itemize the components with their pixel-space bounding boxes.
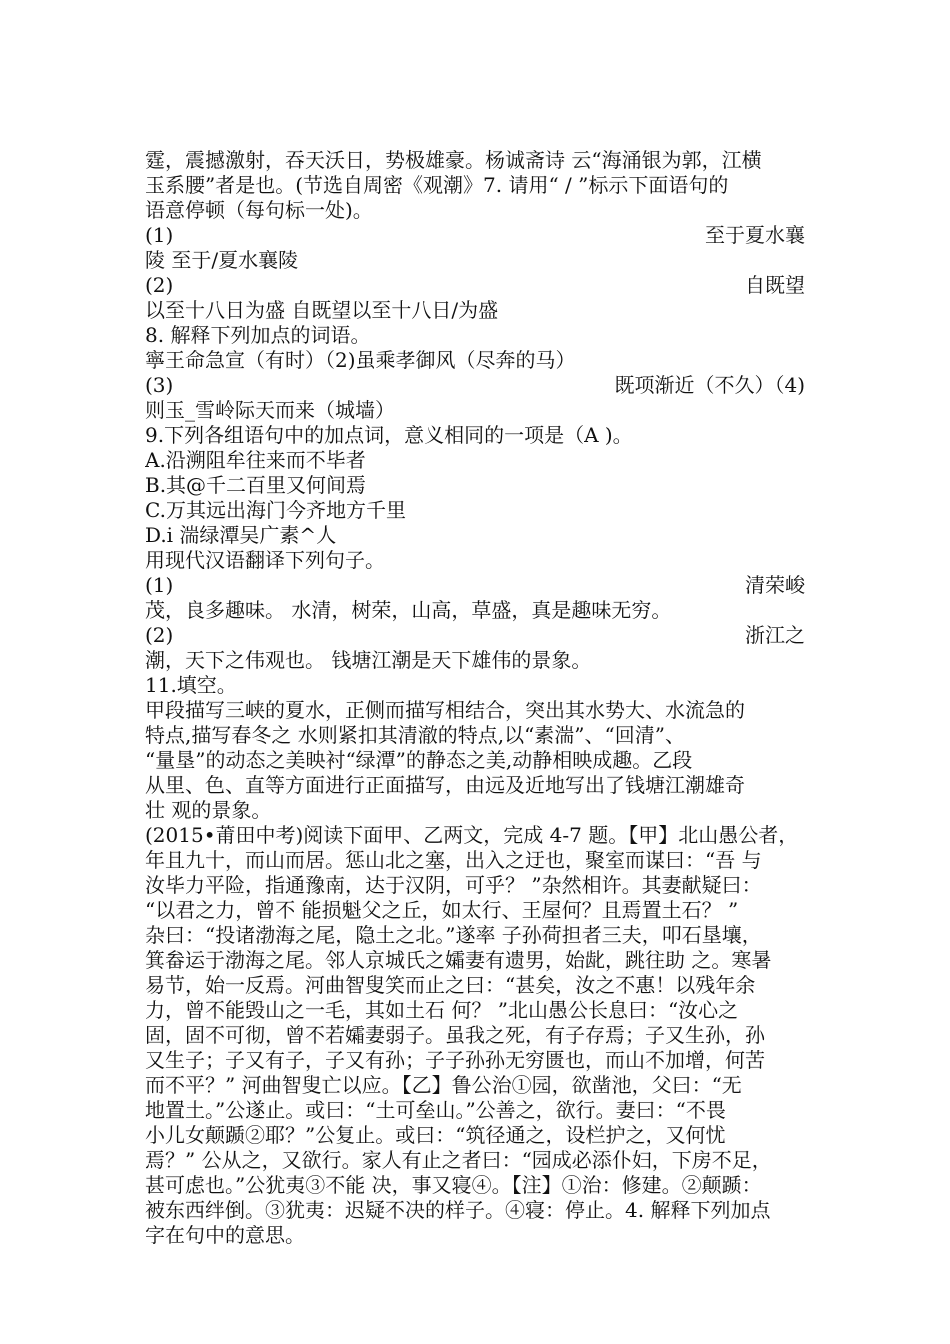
line-text: 既项渐近（不久）（4) — [614, 373, 805, 397]
text-line: 字在句中的意思。 — [145, 1223, 305, 1247]
text-line: 玉系腰”者是也。(节选自周密《观潮》7. 请用“ / ”标示下面语句的 — [145, 173, 729, 197]
text-line — [145, 223, 805, 248]
text-line — [145, 573, 805, 598]
question-number: (2) — [145, 623, 174, 647]
text-line: 以至十八日为盛 自既望以至十八日/为盛 — [145, 298, 499, 322]
text-line: 箕畚运于渤海之尾。邻人京城氏之孀妻有遗男，始龀，跳往助 之。寒暑 — [145, 948, 772, 972]
line-text: 自既望 — [745, 273, 805, 297]
text-line: 汝毕力平险，指通豫南，达于汉阴，可乎？ ”杂然相许。其妻献疑曰： — [145, 873, 762, 897]
text-line: A.沿溯阻牟往来而不毕者 — [145, 448, 366, 472]
document-body — [145, 148, 805, 1248]
text-line — [145, 273, 805, 298]
text-line: 又生子；子又有子，子又有孙；子子孙孙无穷匮也，而山不加增，何苦 — [145, 1048, 765, 1072]
text-line: 力，曾不能毁山之一毛，其如土石 何？ ”北山愚公长息曰：“汝心之 — [145, 998, 739, 1022]
text-line: 陵 至于/夏水襄陵 — [145, 248, 299, 272]
text-line: 霆，震撼激射，吞天沃日，势极雄豪。杨诚斋诗 云“海涌银为郭，江横 — [145, 148, 762, 172]
text-line — [145, 623, 805, 648]
text-line: C.万其远出海门今齐地方千里 — [145, 498, 406, 522]
text-line: 而不平？” 河曲智叟亡以应。【乙】鲁公治①园，欲凿池，父曰：“无 — [145, 1073, 742, 1097]
question-number: (3) — [145, 373, 174, 397]
text-line: 年且九十，而山而居。惩山北之塞，出入之迂也，聚室而谋曰：“吾 与 — [145, 848, 762, 872]
text-line: 易节，始一反焉。河曲智叟笑而止之曰：“甚矣，汝之不惠！以残年余 — [145, 973, 756, 997]
line-text: 至于夏水襄 — [705, 223, 805, 247]
text-line — [145, 373, 805, 398]
text-line: 则玉_雪岭际天而来（城墙） — [145, 398, 395, 422]
text-line: 杂曰：“投诸渤海之尾，隐土之北。”遂率 子孙荷担者三夫，叩石垦壤， — [145, 923, 762, 947]
text-line: 用现代汉语翻译下列句子。 — [145, 548, 385, 572]
question-number: (2) — [145, 273, 174, 297]
text-line: 固，固不可彻，曾不若孀妻弱子。虽我之死，有子存焉；子又生孙，孙 — [145, 1023, 765, 1047]
question-number: (1) — [145, 223, 174, 247]
text-line: B.其@千二百里又何间焉 — [145, 473, 367, 497]
text-line: 从里、色、直等方面进行正面描写，由远及近地写出了钱塘江潮雄奇 — [145, 773, 745, 797]
text-line: 11.填空。 — [145, 673, 237, 697]
text-line: 小儿女颠踬②耶？”公复止。或曰：“筑径通之，设栏护之，又何忧 — [145, 1123, 726, 1147]
text-line: 寧王命急宣（有时）（2)虽乘孝御风（尽奔的马） — [145, 348, 576, 372]
text-line: 甚可虑也。”公犹夷③不能 决，事又寝④。【注】①治：修建。②颠踬： — [145, 1173, 762, 1197]
text-line: 潮，天下之伟观也。 钱塘江潮是天下雄伟的景象。 — [145, 648, 592, 672]
text-line: 语意停顿（每句标一处)。 — [145, 198, 373, 222]
text-line: (2015•莆田中考)阅读下面甲、乙两文，完成 4-7 题。【甲】北山愚公者， — [145, 823, 799, 847]
text-line: “量垦”的动态之美映衬“绿潭”的静态之美,动静相映成趣。乙段 — [145, 748, 693, 772]
text-line: 焉？” 公从之，又欲行。家人有止之者曰：“园成必添仆妇，下房不足， — [145, 1148, 772, 1172]
text-line: “以君之力，曾不 能损魁父之丘，如太行、王屋何？且焉置土石？ ” — [145, 898, 739, 922]
text-line: D.i 湍绿潭吴广素^人 — [145, 523, 337, 547]
text-line: 被东西绊倒。③犹夷：迟疑不决的样子。④寝：停止。4. 解释下列加点 — [145, 1198, 771, 1222]
line-text: 浙江之 — [745, 623, 805, 647]
text-line: 茂，良多趣味。 水清，树荣，山高，草盛，真是趣味无穷。 — [145, 598, 672, 622]
question-number: (1) — [145, 573, 174, 597]
text-line: 甲段描写三峡的夏水，正侧而描写相结合，突出其水势大、水流急的 — [145, 698, 745, 722]
text-line: 8. 解释下列加点的词语。 — [145, 323, 371, 347]
line-text: 清荣峻 — [745, 573, 805, 597]
text-line: 9.下列各组语句中的加点词，意义相同的一项是（A )。 — [145, 423, 633, 447]
text-line: 特点,描写春冬之 水则紧扣其清澈的特点,以“素湍”、“回清”、 — [145, 723, 685, 747]
text-line: 壮 观的景象。 — [145, 798, 272, 822]
text-line: 地置土。”公遂止。或曰：“土可垒山。”公善之，欲行。妻曰：“不畏 — [145, 1098, 726, 1122]
